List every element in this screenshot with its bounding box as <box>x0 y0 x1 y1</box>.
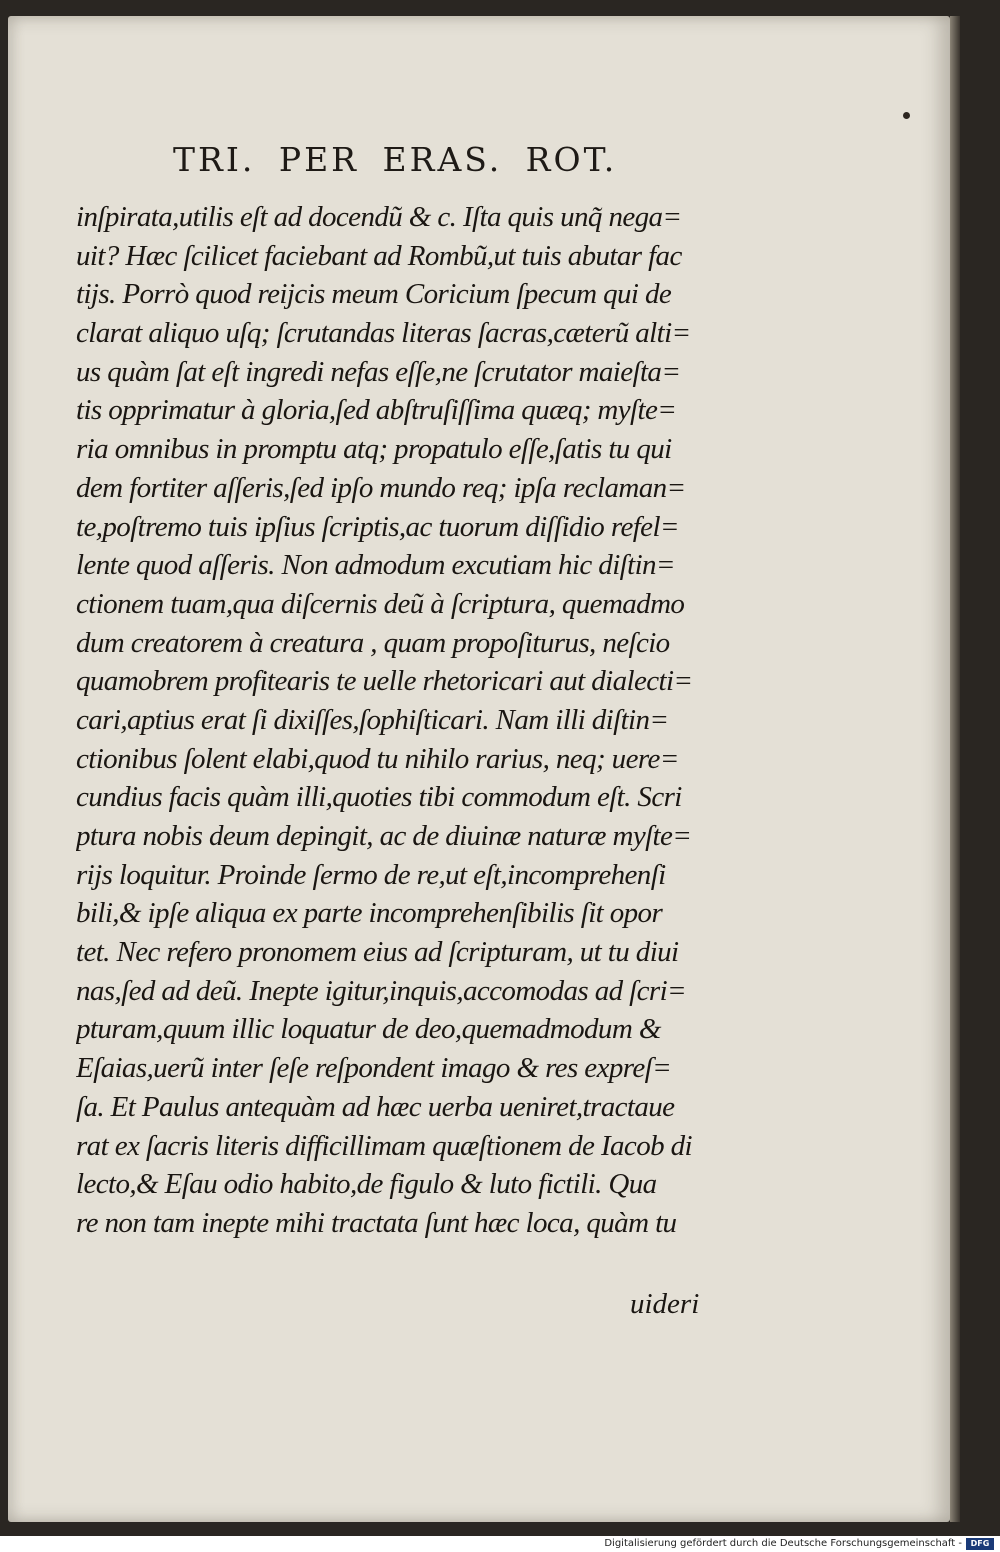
text-line: pturam,quum illic loquatur de deo,quemadmodum & <box>76 1013 661 1046</box>
text-line: tijs. Porrò quod reijcis meum Coricium ſpecum qui de <box>76 278 672 311</box>
catchword: uideri <box>630 1288 700 1320</box>
text-line: inſpirata,utilis eſt ad docendũ & c. Iſta quis unq̃ nega= <box>76 201 682 233</box>
text-line: ria omnibus in promptu atq; propatulo eſſe,ſatis tu qui <box>76 433 672 466</box>
text-line: cundius facis quàm illi,quoties tibi commodum eſt. Scri <box>76 781 682 814</box>
text-line: tis opprimatur à gloria,ſed abſtruſiſſima quæq; myſte= <box>76 394 677 427</box>
page-edge <box>950 16 960 1522</box>
text-line: cari,aptius erat ſi dixiſſes,ſophiſticari. Nam illi diſtin= <box>76 703 669 736</box>
text-line: dum creatorem à creatura , quam propoſiturus, neſcio <box>76 626 670 659</box>
text-line: rat ex ſacris literis difficillimam quæſtionem de Iacob di <box>76 1129 693 1162</box>
text-line: re non tam inepte mihi tractata ſunt hæc loca, quàm tu <box>76 1206 677 1239</box>
ink-dot <box>903 112 910 119</box>
text-line: quamobrem profitearis te uelle rhetoricari aut dialecti= <box>76 665 693 698</box>
running-head: TRI. PER ERAS. ROT. <box>173 140 618 179</box>
text-line: te,poſtremo tuis ipſius ſcriptis,ac tuorum diſſidio refel= <box>76 510 679 543</box>
text-line: ctionibus ſolent elabi,quod tu nihilo rarius, neq; uere= <box>76 742 679 775</box>
digitization-credit: Digitalisierung gefördert durch die Deutsche Forschungsgemeinschaft - <box>604 1538 962 1549</box>
text-line: Eſaias,uerũ inter ſeſe reſpondent imago & res expreſ= <box>76 1052 672 1085</box>
text-line: bili,& ipſe aliqua ex parte incomprehenſibilis ſit opor <box>76 897 663 930</box>
body-text <box>76 198 716 1243</box>
text-line: lecto,& Eſau odio habito,de figulo & luto fictili. Qua <box>76 1168 657 1201</box>
dfg-logo: DFG <box>966 1538 994 1550</box>
text-line: dem fortiter aſſeris,ſed ipſo mundo req; ipſa reclaman= <box>76 471 686 504</box>
text-line: ſa. Et Paulus antequàm ad hæc uerba ueniret,tractaue <box>76 1090 675 1123</box>
text-line: lente quod aſſeris. Non admodum excutiam hic diſtin= <box>76 549 675 582</box>
text-line: nas,ſed ad deũ. Inepte igitur,inquis,accomodas ad ſcri= <box>76 974 686 1007</box>
text-line: ptura nobis deum depingit, ac de diuinæ naturæ myſte= <box>76 820 692 852</box>
text-line: tet. Nec refero pronomem eius ad ſcripturam, ut tu diui <box>76 936 679 969</box>
text-line: rijs loquitur. Proinde ſermo de re,ut eſt,incomprehenſi <box>76 858 666 891</box>
text-line: clarat aliquo uſq; ſcrutandas literas ſacras,cæterũ alti= <box>76 317 691 350</box>
text-line: us quàm ſat eſt ingredi nefas eſſe,ne ſcrutator maieſta= <box>76 355 681 388</box>
text-line: ctionem tuam,qua diſcernis deũ à ſcriptura, quemadmo <box>76 587 685 620</box>
text-line: uit? Hæc ſcilicet faciebant ad Rombũ,ut tuis abutar fac <box>76 239 682 272</box>
